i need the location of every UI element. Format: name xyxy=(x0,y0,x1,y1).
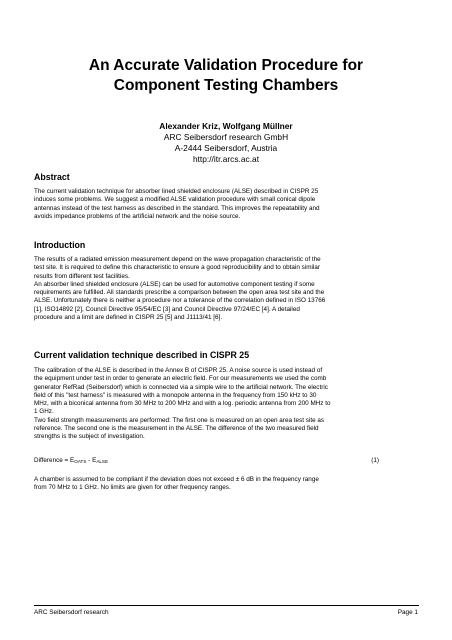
author-block xyxy=(40,121,412,165)
current-technique-paragraph xyxy=(34,367,419,442)
text-line: reference. The second one is the measurement in the ALSE. The difference of the two measured field xyxy=(34,425,319,433)
text-line: An absorber lined shielded enclosure (ALSE) can be used for automotive component testing if some xyxy=(34,280,315,288)
equation-number: (1) xyxy=(371,457,379,464)
text-line: The results of a radiated emission measurement depend on the wave propagation characteristic of the xyxy=(34,256,321,263)
text-line: ALSE. Unfortunately there is neither a procedure nor a tolerance of the correlation defined in ISO 13766 xyxy=(34,297,326,305)
footer-organization: ARC Seibersdorf research xyxy=(34,609,109,616)
paper-title xyxy=(40,56,412,96)
abstract-paragraph xyxy=(34,188,419,221)
equation-sub-alse: ALSE xyxy=(96,459,109,464)
text-line: strengths is the subject of investigation. xyxy=(34,433,145,441)
equation-sub-oats: OATS xyxy=(74,459,87,464)
text-line: [1], ISO14892 [2], Council Directive 95/54/EC [3] and Council Directive 97/24/EC [4]. A detailed xyxy=(34,305,300,313)
equation-mid: - E xyxy=(86,457,97,464)
title-line-2: Component Testing Chambers xyxy=(113,77,339,94)
text-line: from 70 MHz to 1 GHz. No limits are given for other frequency ranges. xyxy=(34,484,231,492)
introduction-paragraph xyxy=(34,256,419,322)
text-line: test site. It is required to define this characteristic to ensure a good reproducibility and to obtain similar xyxy=(34,264,320,272)
affiliation: ARC Seibersdorf research GmbH xyxy=(163,132,289,142)
text-line: avoids impedance problems of the artificial network and the noise source. xyxy=(34,212,241,220)
text-line: A chamber is assumed to be compliant if the deviation does not exceed ± 6 dB in the frequency range xyxy=(34,476,319,483)
text-line: results from different test facilities. xyxy=(34,272,130,280)
text-line: The current validation technique for absorber lined shielded enclosure (ALSE) described in CISPR 25 xyxy=(34,188,319,195)
text-line: induces some problems. We suggest a modified ALSE validation procedure with small conical dipole xyxy=(34,196,316,204)
author-names: Alexander Kriz, Wolfgang Müllner xyxy=(159,121,293,131)
text-line: The calibration of the ALSE is described in the Annex B of CISPR 25. A noise source is used instead of xyxy=(34,367,323,374)
text-line: procedure and a limit are defined in CISPR 25 [5] and J1113/41 [6]. xyxy=(34,314,223,322)
abstract-heading: Abstract xyxy=(34,172,70,182)
text-line: the equipment under test in order to generate an electric field. For our measurements we used the comb xyxy=(34,375,327,383)
url: http://itr.arcs.ac.at xyxy=(192,154,260,164)
text-line: Two field strength measurements are performed: The first one is measured on an open area test site as xyxy=(34,416,325,424)
text-line: field of this "test harness" is measured with a monopole antenna in the frequency from 150 kHz to 30 xyxy=(34,391,317,399)
text-line: generator RefRad (Seibersdorf) which is connected via a simple wire to the artificial network. The electric xyxy=(34,383,328,391)
address: A-2444 Seibersdorf, Austria xyxy=(174,143,278,153)
text-line: MHz, with a biconical antenna from 30 MHz to 200 MHz and with a log. periodic antenna from 200 MHz to xyxy=(34,400,331,408)
current-technique-heading: Current validation technique described in CISPR 25 xyxy=(34,350,250,360)
introduction-heading: Introduction xyxy=(34,240,86,250)
title-line-1: An Accurate Validation Procedure for xyxy=(88,57,364,74)
equation-lhs: Difference = E xyxy=(34,457,75,464)
footer-divider xyxy=(34,605,419,606)
compliance-paragraph xyxy=(34,476,419,493)
text-line: requirements are fulfilled. All standards prescribe a comparison between the open area test site and the xyxy=(34,289,325,297)
text-line: 1 GHz. xyxy=(34,408,54,416)
equation-1 xyxy=(34,457,419,466)
text-line: antennas instead of the test harness as described in the standard. This improves the repeatability and xyxy=(34,204,320,212)
page-number: Page 1 xyxy=(397,609,418,616)
